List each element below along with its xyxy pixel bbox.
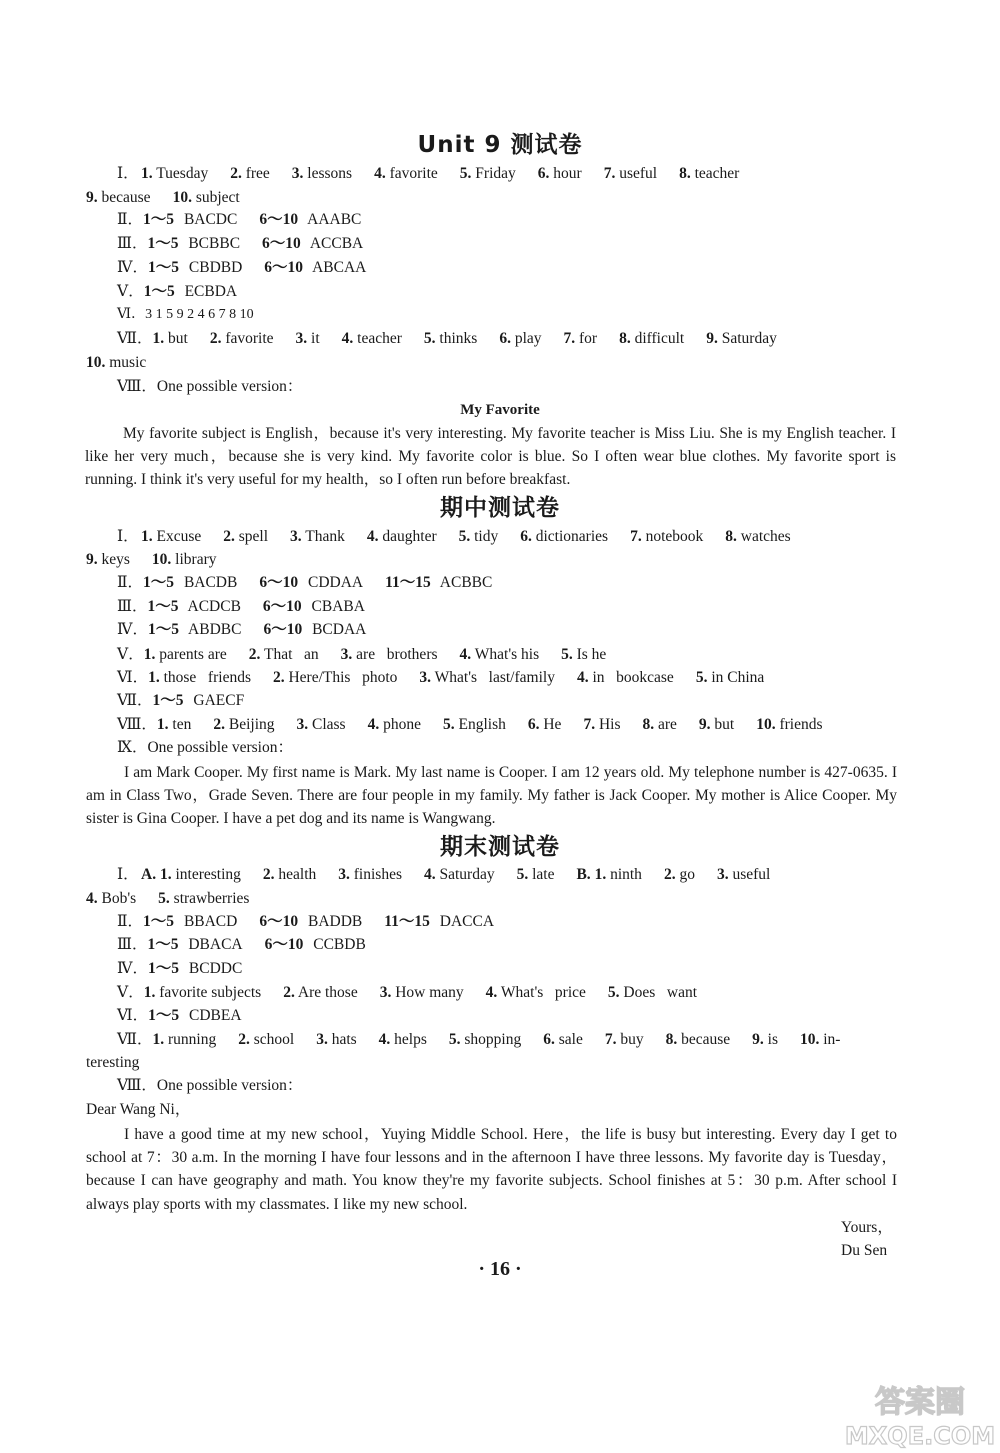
unit9-section-6: Ⅵ．3 1 5 9 2 4 6 7 8 10 xyxy=(117,307,254,322)
final-section-3: Ⅲ．1～5 DBACA 6～10 CCBDB xyxy=(117,936,366,953)
final-section-7: Ⅶ．1. running 2. school 3. hats 4. helps 5. shopping 6. sale 7. buy 8. because 9. is 10. in- xyxy=(117,1031,841,1048)
final-section-4: Ⅳ．1～5 BCDDC xyxy=(117,960,243,977)
letter-greeting: Dear Wang Ni， xyxy=(86,1101,191,1118)
unit9-section-4: Ⅳ．1～5 CBDBD 6～10 ABCAA xyxy=(117,259,367,276)
unit9-section-8: Ⅷ．One possible version： xyxy=(117,378,303,395)
final-title: 期末测试卷 xyxy=(440,834,560,860)
watermark-top-text: 答案圈 xyxy=(875,1385,965,1420)
midterm-section-5: Ⅴ．1. parents are 2. That an 3. are brothers 4. What's his 5. Is he xyxy=(117,646,607,663)
essay-title: My Favorite xyxy=(460,402,540,418)
final-section-1-cont: 4. Bob's 5. strawberries xyxy=(86,890,250,907)
letter-signature: Du Sen xyxy=(841,1242,888,1259)
midterm-section-8: Ⅷ．1. ten 2. Beijing 3. Class 4. phone 5. English 6. He 7. His 8. are 9. but 10. friends xyxy=(117,716,823,733)
final-section-5: Ⅴ．1. favorite subjects 2. Are those 3. How many 4. What's price 5. Does want xyxy=(117,984,698,1001)
final-section-2: Ⅱ．1～5 BBACD 6～10 BADDB 11～15 DACCA xyxy=(117,913,495,930)
unit9-section-1-cont: 9. because 10. subject xyxy=(86,189,240,206)
final-letter: I have a good time at my new school，Yuying Middle School. Here，the life is busy but interesting. Every day I get to school at 7：30 a.m. In the morning I have four lessons and in the afternoon I have three lessons. My favorite day is Tuesday，because I can have geography and math. You know they're my favorite subjects. School finishes at 5：30 p.m. After school I always play sports with my classmates. I like my new school. xyxy=(86,1126,897,1213)
midterm-title: 期中测试卷 xyxy=(440,495,560,521)
midterm-essay: I am Mark Cooper. My first name is Mark. My last name is Cooper. I am 12 years old. My telephone number is 427-0635. I am in Class Two，Grade Seven. There are four people in my family. My father is Jack Cooper. My mother is Alice Cooper. My sister is Gina Cooper. I have a pet dog and its name is Wangwang. xyxy=(86,764,897,828)
unit9-section-3: Ⅲ．1～5 BCBBC 6～10 ACCBA xyxy=(117,235,364,252)
final-section-7-cont: teresting xyxy=(86,1054,140,1071)
midterm-section-9: Ⅸ．One possible version： xyxy=(117,739,293,756)
page-number: · 16 · xyxy=(478,1258,522,1280)
final-section-1: Ⅰ． A. 1. interesting 2. health 3. finishes 4. Saturday 5. late B. 1. ninth 2. go 3. useful xyxy=(117,866,771,883)
midterm-section-1: Ⅰ． 1. Excuse 2. spell 3. Thank 4. daughter 5. tidy 6. dictionaries 7. notebook 8. watches xyxy=(117,528,791,545)
letter-closing: Yours， xyxy=(841,1219,893,1236)
unit9-section-5: Ⅴ．1～5 ECBDA xyxy=(117,283,238,300)
unit9-essay: My favorite subject is English，because it's very interesting. My favorite teacher is Miss Liu. She is my English teacher. I like her very much，because she is very kind. My favorite color is blue. So I often wear blue clothes. My favorite sport is running. I think it's very useful for my health，so I often run before breakfast. xyxy=(85,425,896,489)
watermark-bottom-text: MXQE.COM xyxy=(845,1422,995,1450)
final-section-8: Ⅷ．One possible version： xyxy=(117,1077,303,1094)
unit9-section-7: Ⅶ．1. but 2. favorite 3. it 4. teacher 5. thinks 6. play 7. for 8. difficult 9. Saturday xyxy=(117,330,777,347)
midterm-section-7: Ⅶ．1～5 GAECF xyxy=(117,692,245,709)
unit9-section-1: Ⅰ． 1. Tuesday 2. free 3. lessons 4. favorite 5. Friday 6. hour 7. useful 8. teacher xyxy=(117,165,740,182)
midterm-section-4: Ⅳ．1～5 ABDBC 6～10 BCDAA xyxy=(117,621,367,638)
unit9-section-2: Ⅱ．1～5 BACDC 6～10 AAABC xyxy=(117,211,362,228)
midterm-section-6: Ⅵ．1. those friends 2. Here/This photo 3. What's last/family 4. in bookcase 5. in China xyxy=(117,669,765,686)
watermark-logo xyxy=(845,1380,995,1450)
midterm-section-1-cont: 9. keys 10. library xyxy=(86,551,217,568)
midterm-section-3: Ⅲ．1～5 ACDCB 6～10 CBABA xyxy=(117,598,365,615)
unit9-title: Unit 9 测试卷 xyxy=(417,132,583,158)
unit9-section-7-cont: 10. music xyxy=(86,354,147,371)
final-section-6: Ⅵ．1～5 CDBEA xyxy=(117,1007,242,1024)
midterm-section-2: Ⅱ．1～5 BACDB 6～10 CDDAA 11～15 ACBBC xyxy=(117,574,493,591)
